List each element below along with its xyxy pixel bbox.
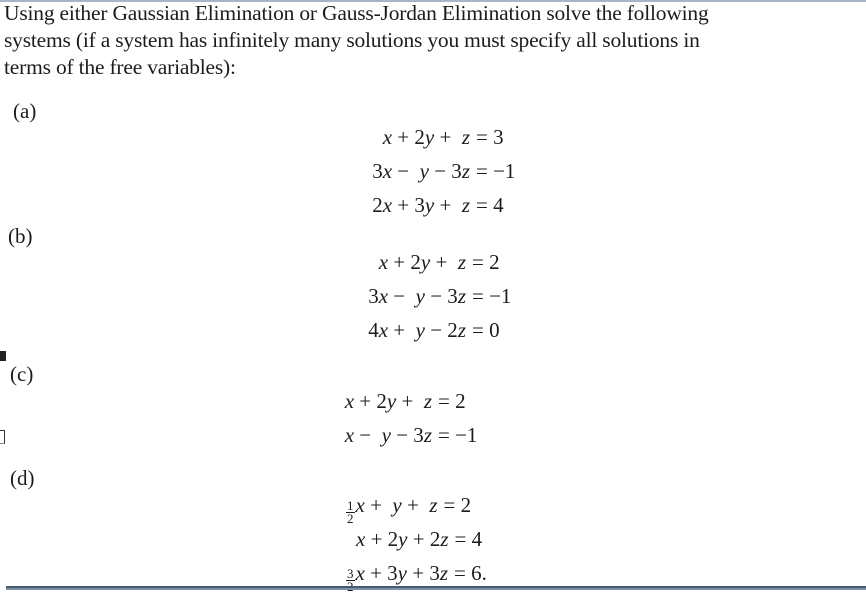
equation-lhs: x + 2y + z [382,125,470,149]
equation-lhs: x − y − 3z [344,423,432,447]
part-c-equation-2 [310,423,477,448]
problem-instructions [4,0,864,81]
part-a-equation-2 [330,159,515,184]
equation-lhs: x + 3y + 3z [355,561,449,585]
part-b-equation-3 [326,318,500,343]
equation-rhs: = 2 [472,250,500,274]
equation-rhs: = 2 [438,389,466,413]
part-c-label: (c) [10,362,34,386]
equation-rhs: = −1 [438,423,478,447]
part-a-equation-3 [330,193,504,218]
equation-rhs: = −1 [472,284,512,308]
part-d-label: (d) [10,466,35,490]
equation-lhs: 4x + y − 2z [368,318,466,342]
equation-lhs: 2x + 3y + z [372,193,470,217]
part-a-equation-1 [330,125,504,150]
part-b-label: (b) [8,224,33,248]
left-edge-bracket-artifact [0,430,5,444]
equation-lhs: 3x − y − 3z [368,284,466,308]
left-edge-artifact [0,351,6,361]
equation-rhs: = 2 [443,493,472,517]
equation-lhs: x + y + z [355,493,438,517]
equation-rhs: = −1 [476,159,516,183]
equation-lhs: 3x − y − 3z [372,159,470,183]
equation-rhs: = 0 [472,318,500,342]
equation-rhs: = 3 [476,125,504,149]
part-b-equation-2 [326,284,511,309]
part-d-equation-1 [346,493,471,527]
fraction-three-halves: 3 [347,566,354,581]
part-c-equation-1 [310,389,466,414]
part-b-equation-1 [326,250,500,275]
equation-rhs: = 4 [454,527,483,551]
instruction-line-1: Using either Gaussian Elimination or Gauss-Jordan Elimination solve the following [4,1,709,25]
equation-rhs: = 6. [454,561,487,585]
equation-lhs: x + 2y + z [344,389,432,413]
part-a-label: (a) [13,99,37,123]
part-d-equation-2 [356,527,482,552]
instruction-line-3: terms of the free variables): [4,55,236,79]
equation-lhs: x + 2y + z [378,250,466,274]
fraction-one-half: $\frac{1}{2}$ [347,498,354,526]
instruction-line-2: systems (if a system has infinitely many solutions you must specify all solutions in [4,28,700,52]
equation-lhs: x + 2y + 2z [356,527,449,551]
equation-rhs: = 4 [476,193,504,217]
bottom-rule-secondary [6,588,866,590]
